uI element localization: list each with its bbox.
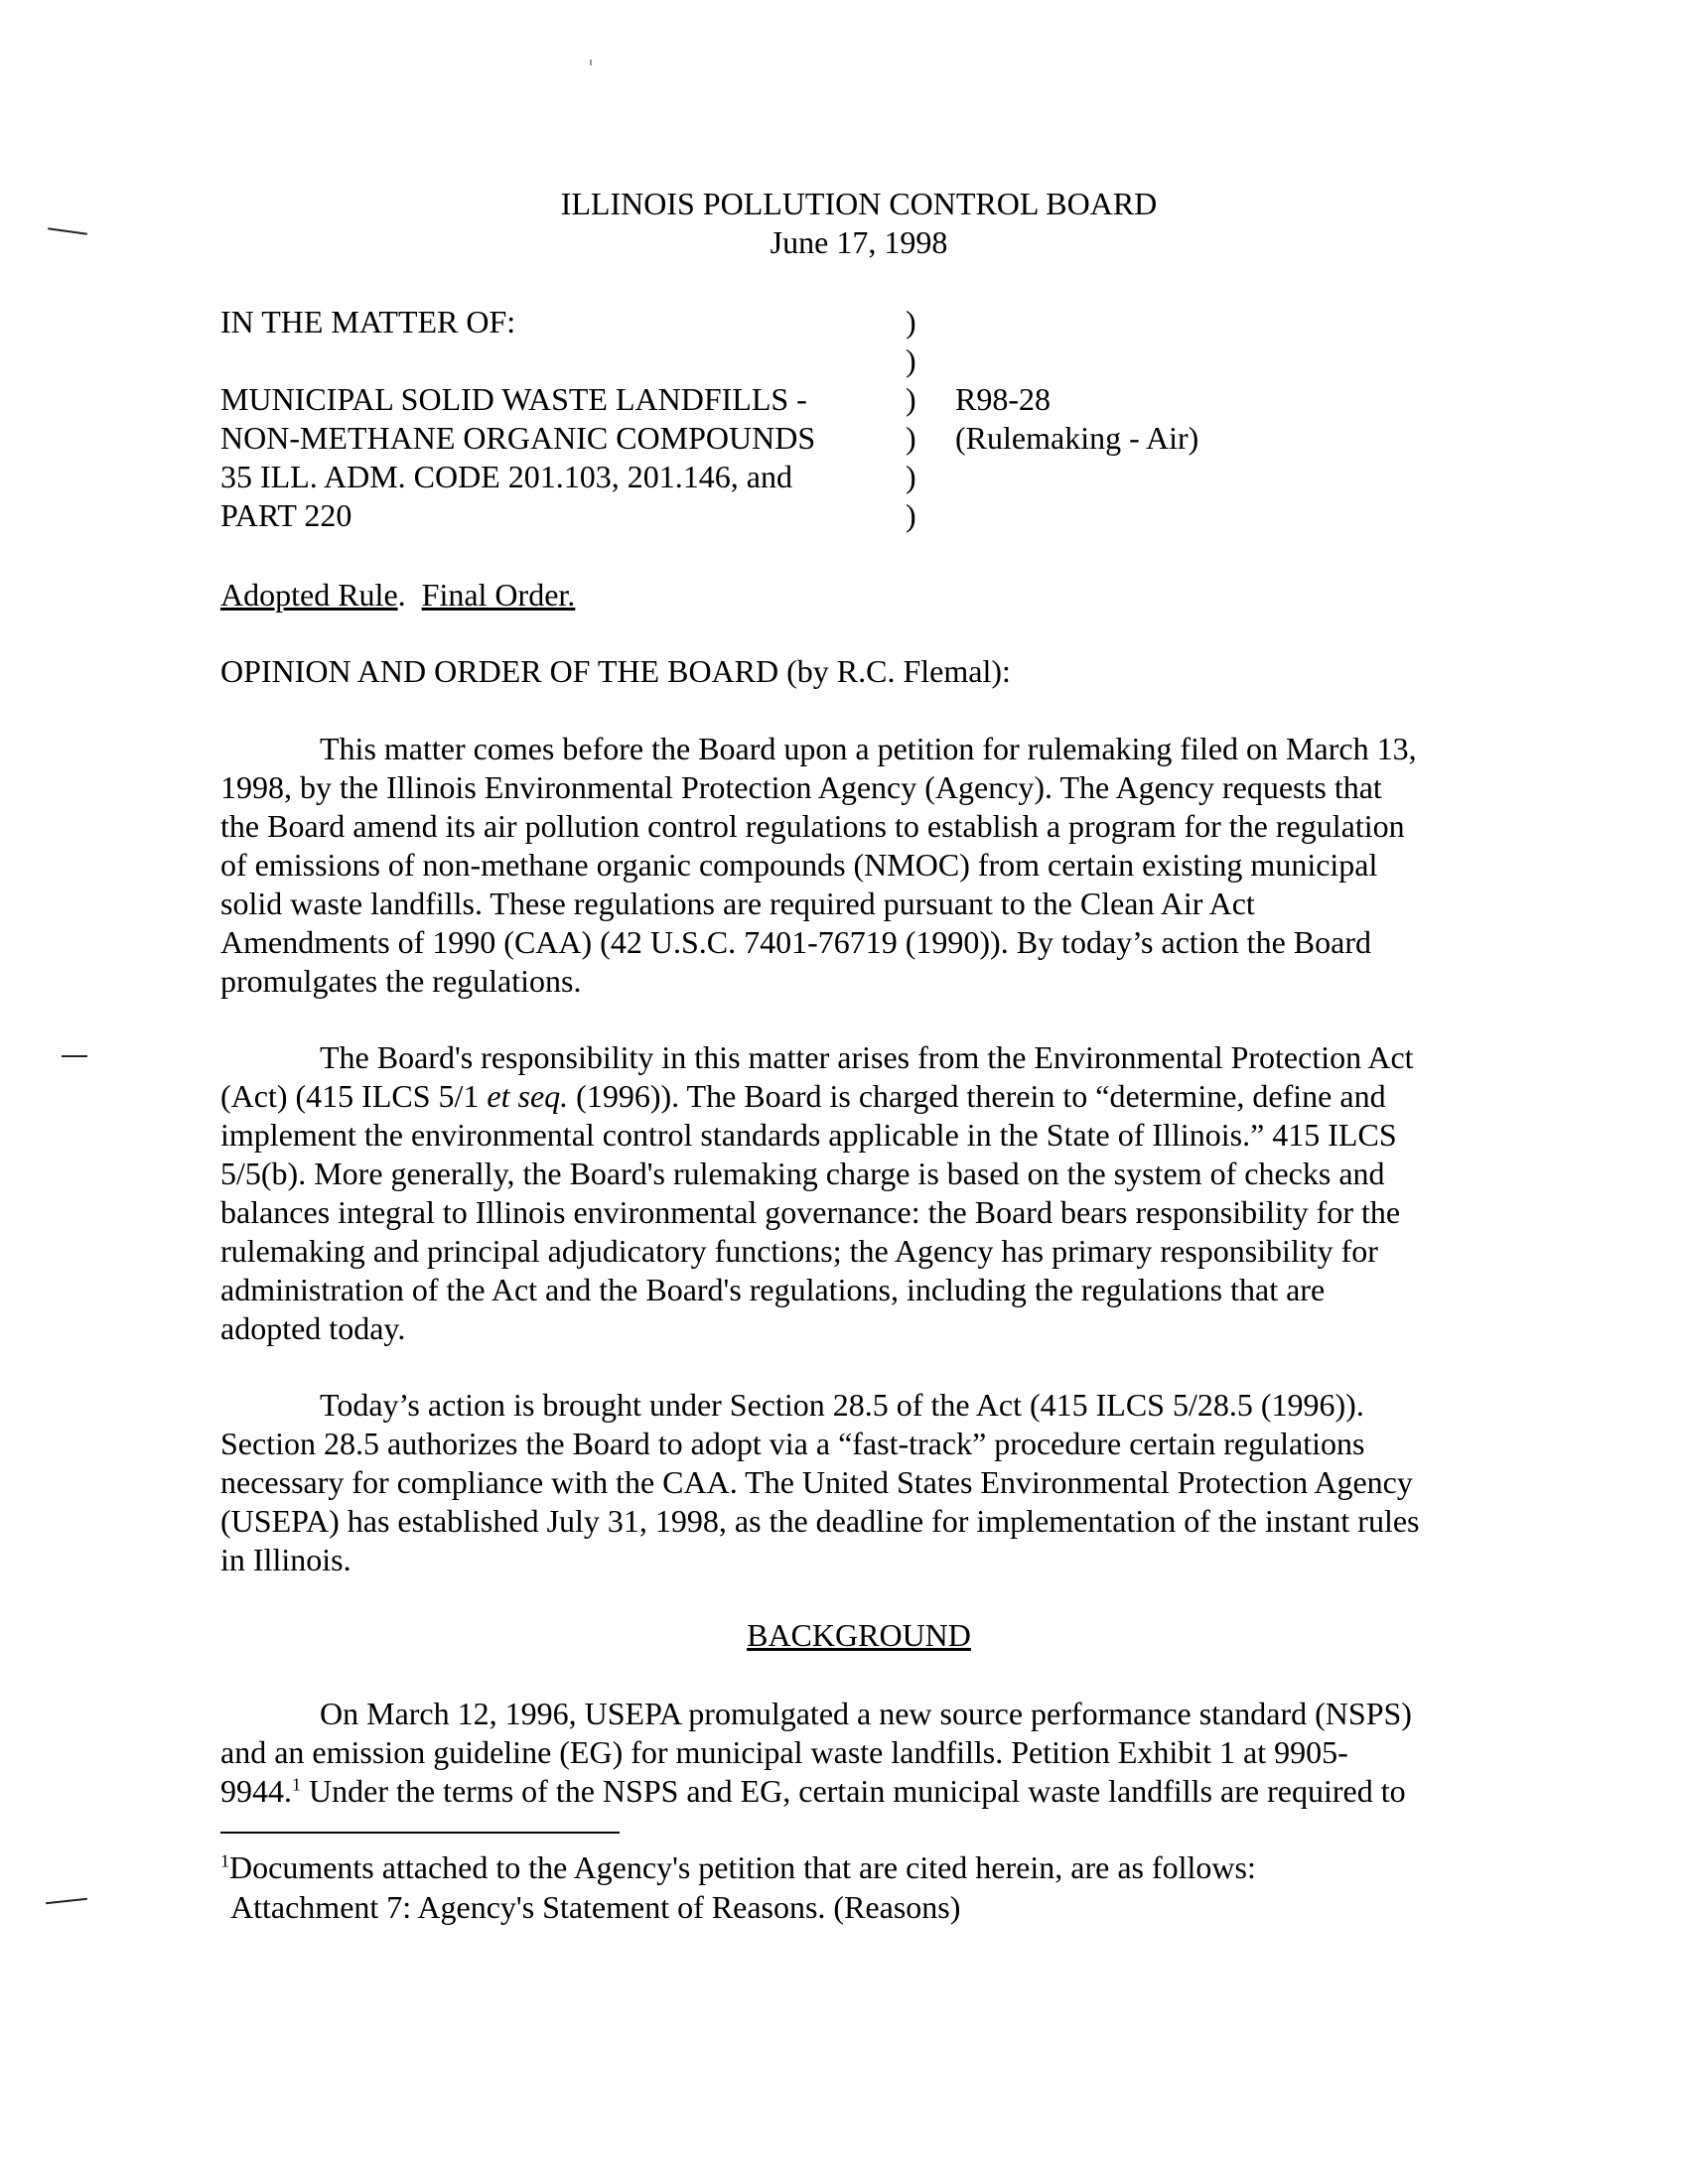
text-line: implement the environmental control standards applicable in the State of Illinois.” 415 ILCS xyxy=(220,1117,1397,1153)
action-line xyxy=(220,576,575,614)
adopted-rule-label: Adopted Rule xyxy=(220,577,398,613)
text-line: the Board amend its air pollution control regulations to establish a program for the regulation xyxy=(220,808,1405,844)
text-fragment: (1996)). The Board is charged therein to “determine, define and xyxy=(568,1078,1386,1114)
text-line xyxy=(220,1077,1491,1116)
text-fragment: 9944. xyxy=(220,1773,292,1809)
text-fragment: (Act) (415 ILCS 5/1 xyxy=(220,1078,488,1114)
final-order-label: Final Order. xyxy=(421,577,576,613)
footnote-line xyxy=(220,1848,1256,1887)
footnote-marker: 1 xyxy=(220,1850,229,1871)
text-line: adopted today. xyxy=(220,1310,406,1346)
caption-paren: ) xyxy=(906,381,916,417)
text-line: 5/5(b). More generally, the Board's rulemaking charge is based on the system of checks and xyxy=(220,1156,1385,1191)
footnote-rule xyxy=(220,1832,620,1834)
text-line: 1998, by the Illinois Environmental Protection Agency (Agency). The Agency requests that xyxy=(220,769,1382,805)
caption-line: IN THE MATTER OF: xyxy=(220,304,516,340)
italic-citation: et seq. xyxy=(487,1078,569,1114)
caption-line: MUNICIPAL SOLID WASTE LANDFILLS - xyxy=(220,381,807,417)
text-line: rulemaking and principal adjudicatory functions; the Agency has primary responsibility for xyxy=(220,1233,1378,1269)
paragraph-3 xyxy=(220,1386,1491,1579)
docket-type: (Rulemaking - Air) xyxy=(955,420,1199,456)
caption-line: PART 220 xyxy=(220,497,352,533)
paragraph-2 xyxy=(220,1038,1491,1348)
text-line: Amendments of 1990 (CAA) (42 U.S.C. 7401-76719 (1990)). By today’s action the Board xyxy=(220,924,1371,960)
text-fragment: Under the terms of the NSPS and EG, certain municipal waste landfills are required to xyxy=(301,1773,1406,1809)
background-heading: BACKGROUND xyxy=(747,1617,971,1653)
docket-number: R98-28 xyxy=(955,381,1051,417)
paragraph-1 xyxy=(220,730,1491,1001)
text-line: in Illinois. xyxy=(220,1542,351,1577)
text-line xyxy=(220,1772,1491,1811)
text-line: solid waste landfills. These regulations are required pursuant to the Clean Air Act xyxy=(220,886,1255,921)
caption-paren: ) xyxy=(906,304,916,340)
margin-mark xyxy=(46,1898,87,1904)
text-line: necessary for compliance with the CAA. The United States Environmental Protection Agency xyxy=(220,1464,1413,1500)
caption-line: NON-METHANE ORGANIC COMPOUNDS xyxy=(220,420,816,456)
text-line: Today’s action is brought under Section 28.5 of the Act (415 ILCS 5/28.5 (1996)). xyxy=(320,1387,1364,1423)
caption-paren: ) xyxy=(906,420,916,456)
text-line: On March 12, 1996, USEPA promulgated a new source performance standard (NSPS) xyxy=(320,1696,1412,1731)
text-line: Section 28.5 authorizes the Board to adopt via a “fast-track” procedure certain regulations xyxy=(220,1426,1365,1461)
text-line: promulgates the regulations. xyxy=(220,963,582,999)
text-line: (USEPA) has established July 31, 1998, as the deadline for implementation of the instant rules xyxy=(220,1503,1420,1539)
paragraph-4 xyxy=(220,1695,1491,1811)
text-line: The Board's responsibility in this matter arises from the Environmental Protection Act xyxy=(320,1039,1414,1075)
opinion-heading: OPINION AND ORDER OF THE BOARD (by R.C. Flemal): xyxy=(220,653,1011,689)
board-name: ILLINOIS POLLUTION CONTROL BOARD xyxy=(560,186,1158,221)
footnote-reference: 1 xyxy=(292,1774,301,1795)
text-line: This matter comes before the Board upon a petition for rulemaking filed on March 13, xyxy=(320,731,1417,766)
text-line: balances integral to Illinois environmental governance: the Board bears responsibility for the xyxy=(220,1194,1401,1230)
margin-mark xyxy=(62,1055,87,1057)
document-date: June 17, 1998 xyxy=(770,224,948,260)
caption-paren: ) xyxy=(906,497,916,533)
caption-line: 35 ILL. ADM. CODE 201.103, 201.146, and xyxy=(220,459,792,494)
caption-paren: ) xyxy=(906,342,916,378)
text-line: and an emission guideline (EG) for municipal waste landfills. Petition Exhibit 1 at 9905- xyxy=(220,1734,1348,1770)
text-line: administration of the Act and the Board's regulations, including the regulations that are xyxy=(220,1272,1326,1307)
text-line: of emissions of non-methane organic compounds (NMOC) from certain existing municipal xyxy=(220,847,1378,883)
footnote-line: Attachment 7: Agency's Statement of Reasons. (Reasons) xyxy=(230,1889,961,1925)
action-separator: . xyxy=(397,577,406,613)
caption-paren: ) xyxy=(906,459,916,494)
footnote-text: Documents attached to the Agency's petition that are cited herein, are as follows: xyxy=(229,1849,1256,1885)
scan-speck xyxy=(590,60,592,66)
